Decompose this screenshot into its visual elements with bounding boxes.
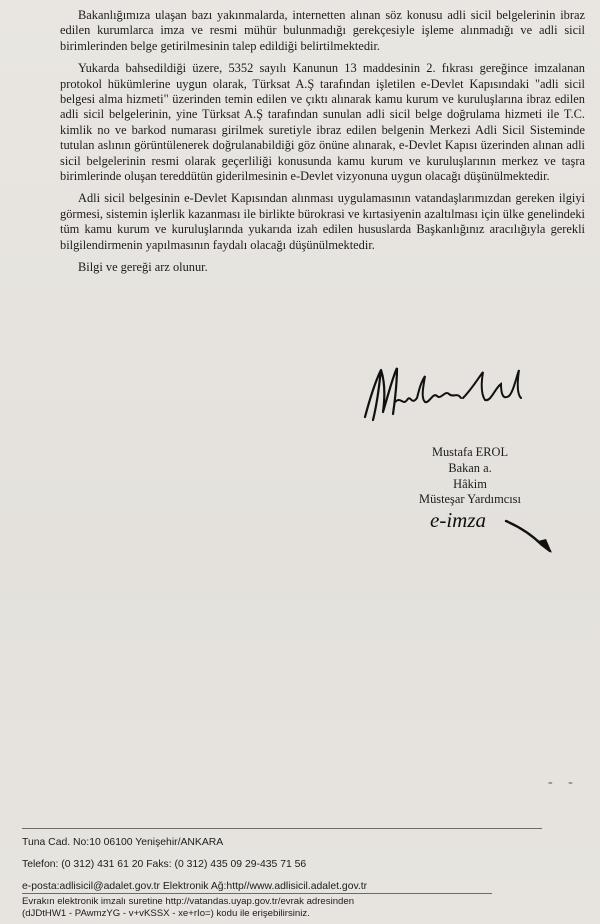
signatory-title-1: Bakan a.	[448, 460, 492, 475]
verification-line-2: (dJDtHW1 - PAwmzYG - v+vKSSX - xe+rIo=) kodu ile erişebilirsiniz.	[22, 908, 310, 919]
paragraph-3: Adli sicil belgesinin e-Devlet Kapısından alınması uygulamasının vatandaşlarımızdan gereken ilgiyi görmesi, sistemin işlerlik kazanması ile birlikte bürokrasi ve kırtasiyenin azaltılması için ülke genelindeki tüm kamu kurum ve kuruluşlarında yukarıda izah edilen hususlarda Başkanlığınız aracılığıyla gerekli bilgilendirmenin yapılmasının faydalı olacağı düşünülmektedir.	[60, 191, 585, 252]
signatory-block	[395, 445, 545, 508]
paragraph-1: Bakanlığımıza ulaşan bazı yakınmalarda, internetten alınan söz konusu adli sicil belgelerinin ibraz edilen kurumlarca imza ve resmi mühür bulunmadığı gerekçesiyle işleme alınmadığı ve adli sicil birimlerinden belge getirilmesinin talep edildiği belirtilmektedir.	[60, 8, 585, 53]
footer-email-web: e-posta:adlisicil@adalet.gov.tr Elektronik Ağ:http//www.adlisicil.adalet.gov.tr	[22, 881, 368, 892]
closing-line: Bilgi ve gereği arz olunur.	[78, 260, 208, 275]
footer-address: Tuna Cad. No:10 06100 Yenişehir/ANKARA	[22, 837, 224, 848]
svg-text:e-imza: e-imza	[430, 508, 486, 532]
paragraph-2: Yukarda bahsedildiği üzere, 5352 sayılı Kanunun 13 maddesinin 2. fıkrası gereğince imzalanan protokol hükümlerine uygun olarak, Türksat A.Ş tarafından işletilen e-Devlet Kapısındaki "adli sicil belgesi alma hizmeti" üzerinden temin edilen ve çıktı alınarak kamu kurum ve kuruluşlarına ibraz edilen adli sicil belgelerinin, yine Türksat A.Ş tarafından sunulan adli sicil belge doğrulama hizmeti ile T.C. kimlik no ve barkod numarası girilmek suretiyle ibraz edilen belgenin Merkezi Adli Sicil Sisteminde tutulan aslının görüntülenerek doğrulanabildiği göz önüne alınarak, e-Devlet Kapısı üzerinden alınan adli sicil belgelerinin resmi olarak geçerliliği konusunda kamu kurum ve kuruluşlarının merkez ve taşra birimlerinde oluşan tereddütün giderilmesinin e-Devlet vizyonuna uygun olacağı düşünülmektedir.	[60, 61, 585, 184]
signatory-title-2: Hâkim	[453, 476, 487, 491]
scan-mark: - -	[548, 775, 579, 790]
handwritten-signature	[355, 362, 530, 432]
verification-note	[22, 896, 582, 920]
footer-divider-top	[22, 828, 542, 829]
footer-divider-bottom	[22, 893, 492, 894]
footer-phone-fax: Telefon: (0 312) 431 61 20 Faks: (0 312) 435 09 29-435 71 56	[22, 859, 307, 870]
signatory-name: Mustafa EROL	[431, 445, 509, 459]
footer	[22, 836, 582, 898]
letter-body	[60, 8, 585, 283]
signatory-title-3: Müsteşar Yardımcısı	[419, 492, 521, 507]
e-imza-stamp	[428, 505, 568, 555]
verification-line-1: Evrakın elektronik imzalı suretine http://vatandas.uyap.gov.tr/evrak adresinden	[22, 896, 355, 907]
